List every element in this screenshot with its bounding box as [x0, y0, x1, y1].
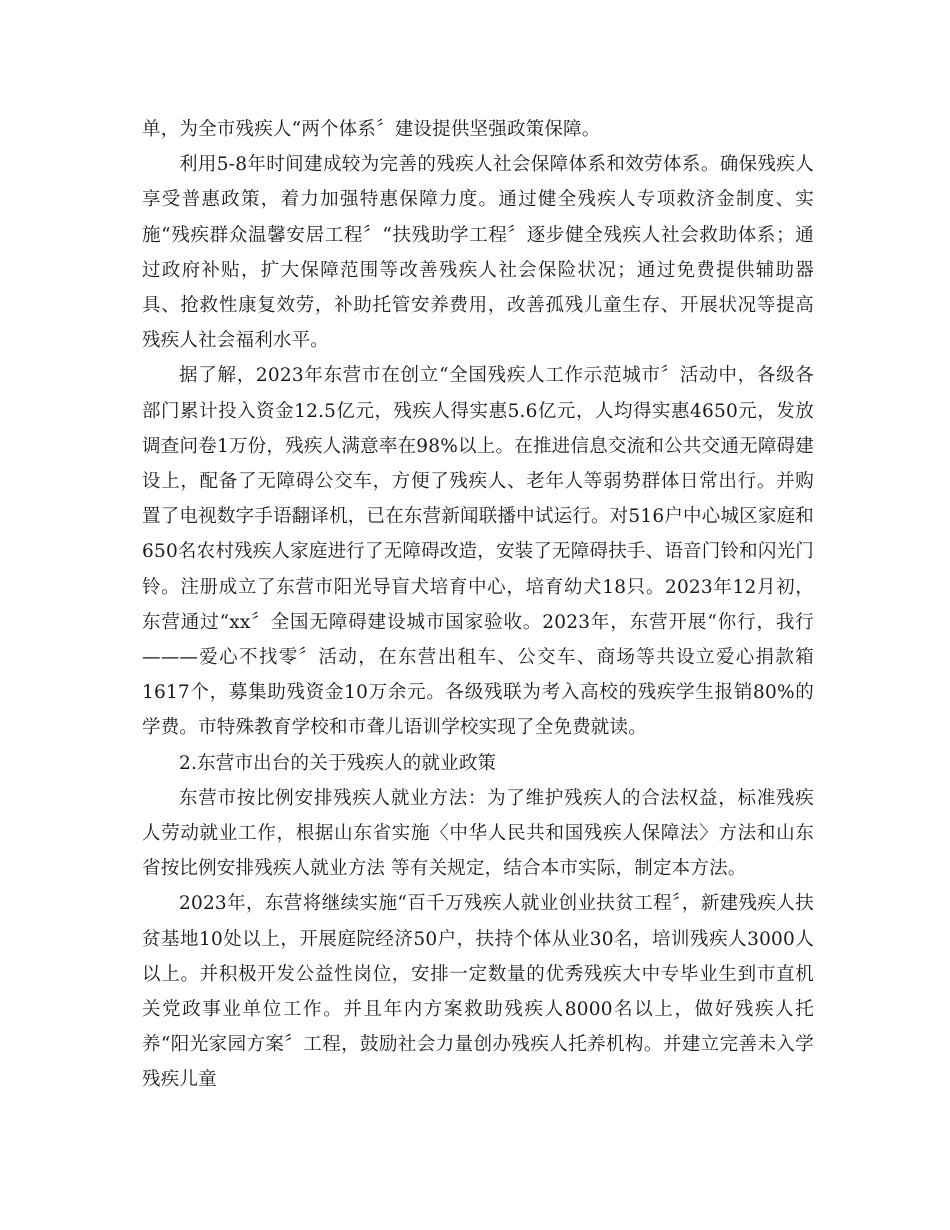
paragraph-demonstration-city: 据了解，2023年东营市在创立“全国残疾人工作示范城市〞活动中，各级各部门累计投入资金12.5亿元，残疾人得实惠5.6亿元，人均得实惠4650元，发放调查问卷1万份，残疾人满意率在98%以上。在推进信息交流和公共交通无障碍建设上，配备了无障碍公交车，方便了残疾人、老年人等弱势群体日常出行。并购置了电视数字手语翻译机，已在东营新闻联播中试运行。对516户中心城区家庭和650名农村残疾人家庭进行了无障碍改造，安装了无障碍扶手、语音门铃和闪光门铃。注册成立了东营市阳光导盲犬培育中心，培育幼犬18只。2023年12月初，东营通过“xx〞全国无障碍建设城市国家验收。2023年，东营开展“你行，我行———爱心不找零〞活动，在东营出租车、公交车、商场等共设立爱心捐款箱1617个，募集助残资金10万余元。各级残联为考入高校的残疾学生报销80%的学费。市特殊教育学校和市聋儿语训学校实现了全免费就读。 — [142, 365, 814, 739]
paragraph-continuation: 单，为全市残疾人“两个体系〞建设提供坚强政策保障。 — [142, 119, 601, 140]
paragraph-employment-2023: 2023年，东营将继续实施“百千万残疾人就业创业扶贫工程〞，新建残疾人扶贫基地10处以上，开展庭院经济50户，扶持个体从业30名，培训残疾人3000人以上。并积极开发公益性岗位，安排一定数量的优秀残疾大中专毕业生到市直机关党政事业单位工作。并且年内方案救助残疾人8000名以上，做好残疾人托养“阳光家园方案〞工程，鼓励社会力量创办残疾人托养机构。并建立完善未入学残疾儿童 — [142, 893, 814, 1091]
document-body — [142, 112, 814, 1098]
paragraph-security-system: 利用5-8年时间建成较为完善的残疾人社会保障体系和效劳体系。确保残疾人享受普惠政策，着力加强特惠保障力度。通过健全残疾人专项救济金制度、实施“残疾群众温馨安居工程〞“扶残助学工程〞逐步健全残疾人社会救助体系；通过政府补贴，扩大保障范围等改善残疾人社会保险状况；通过免费提供辅助器具、抢救性康复效劳，补助托管安养费用，改善孤残儿童生存、开展状况等提高残疾人社会福利水平。 — [142, 154, 814, 352]
section-heading-employment-policy: 2.东营市出台的关于残疾人的就业政策 — [179, 752, 497, 774]
paragraph-employment-method: 东营市按比例安排残疾人就业方法：为了维护残疾人的合法权益，标准残疾人劳动就业工作，根据山东省实施〈中华人民共和国残疾人保障法〉方法和山东省按比例安排残疾人就业方法 等有关规定，结合本市实际，制定本方法。 — [142, 787, 814, 880]
